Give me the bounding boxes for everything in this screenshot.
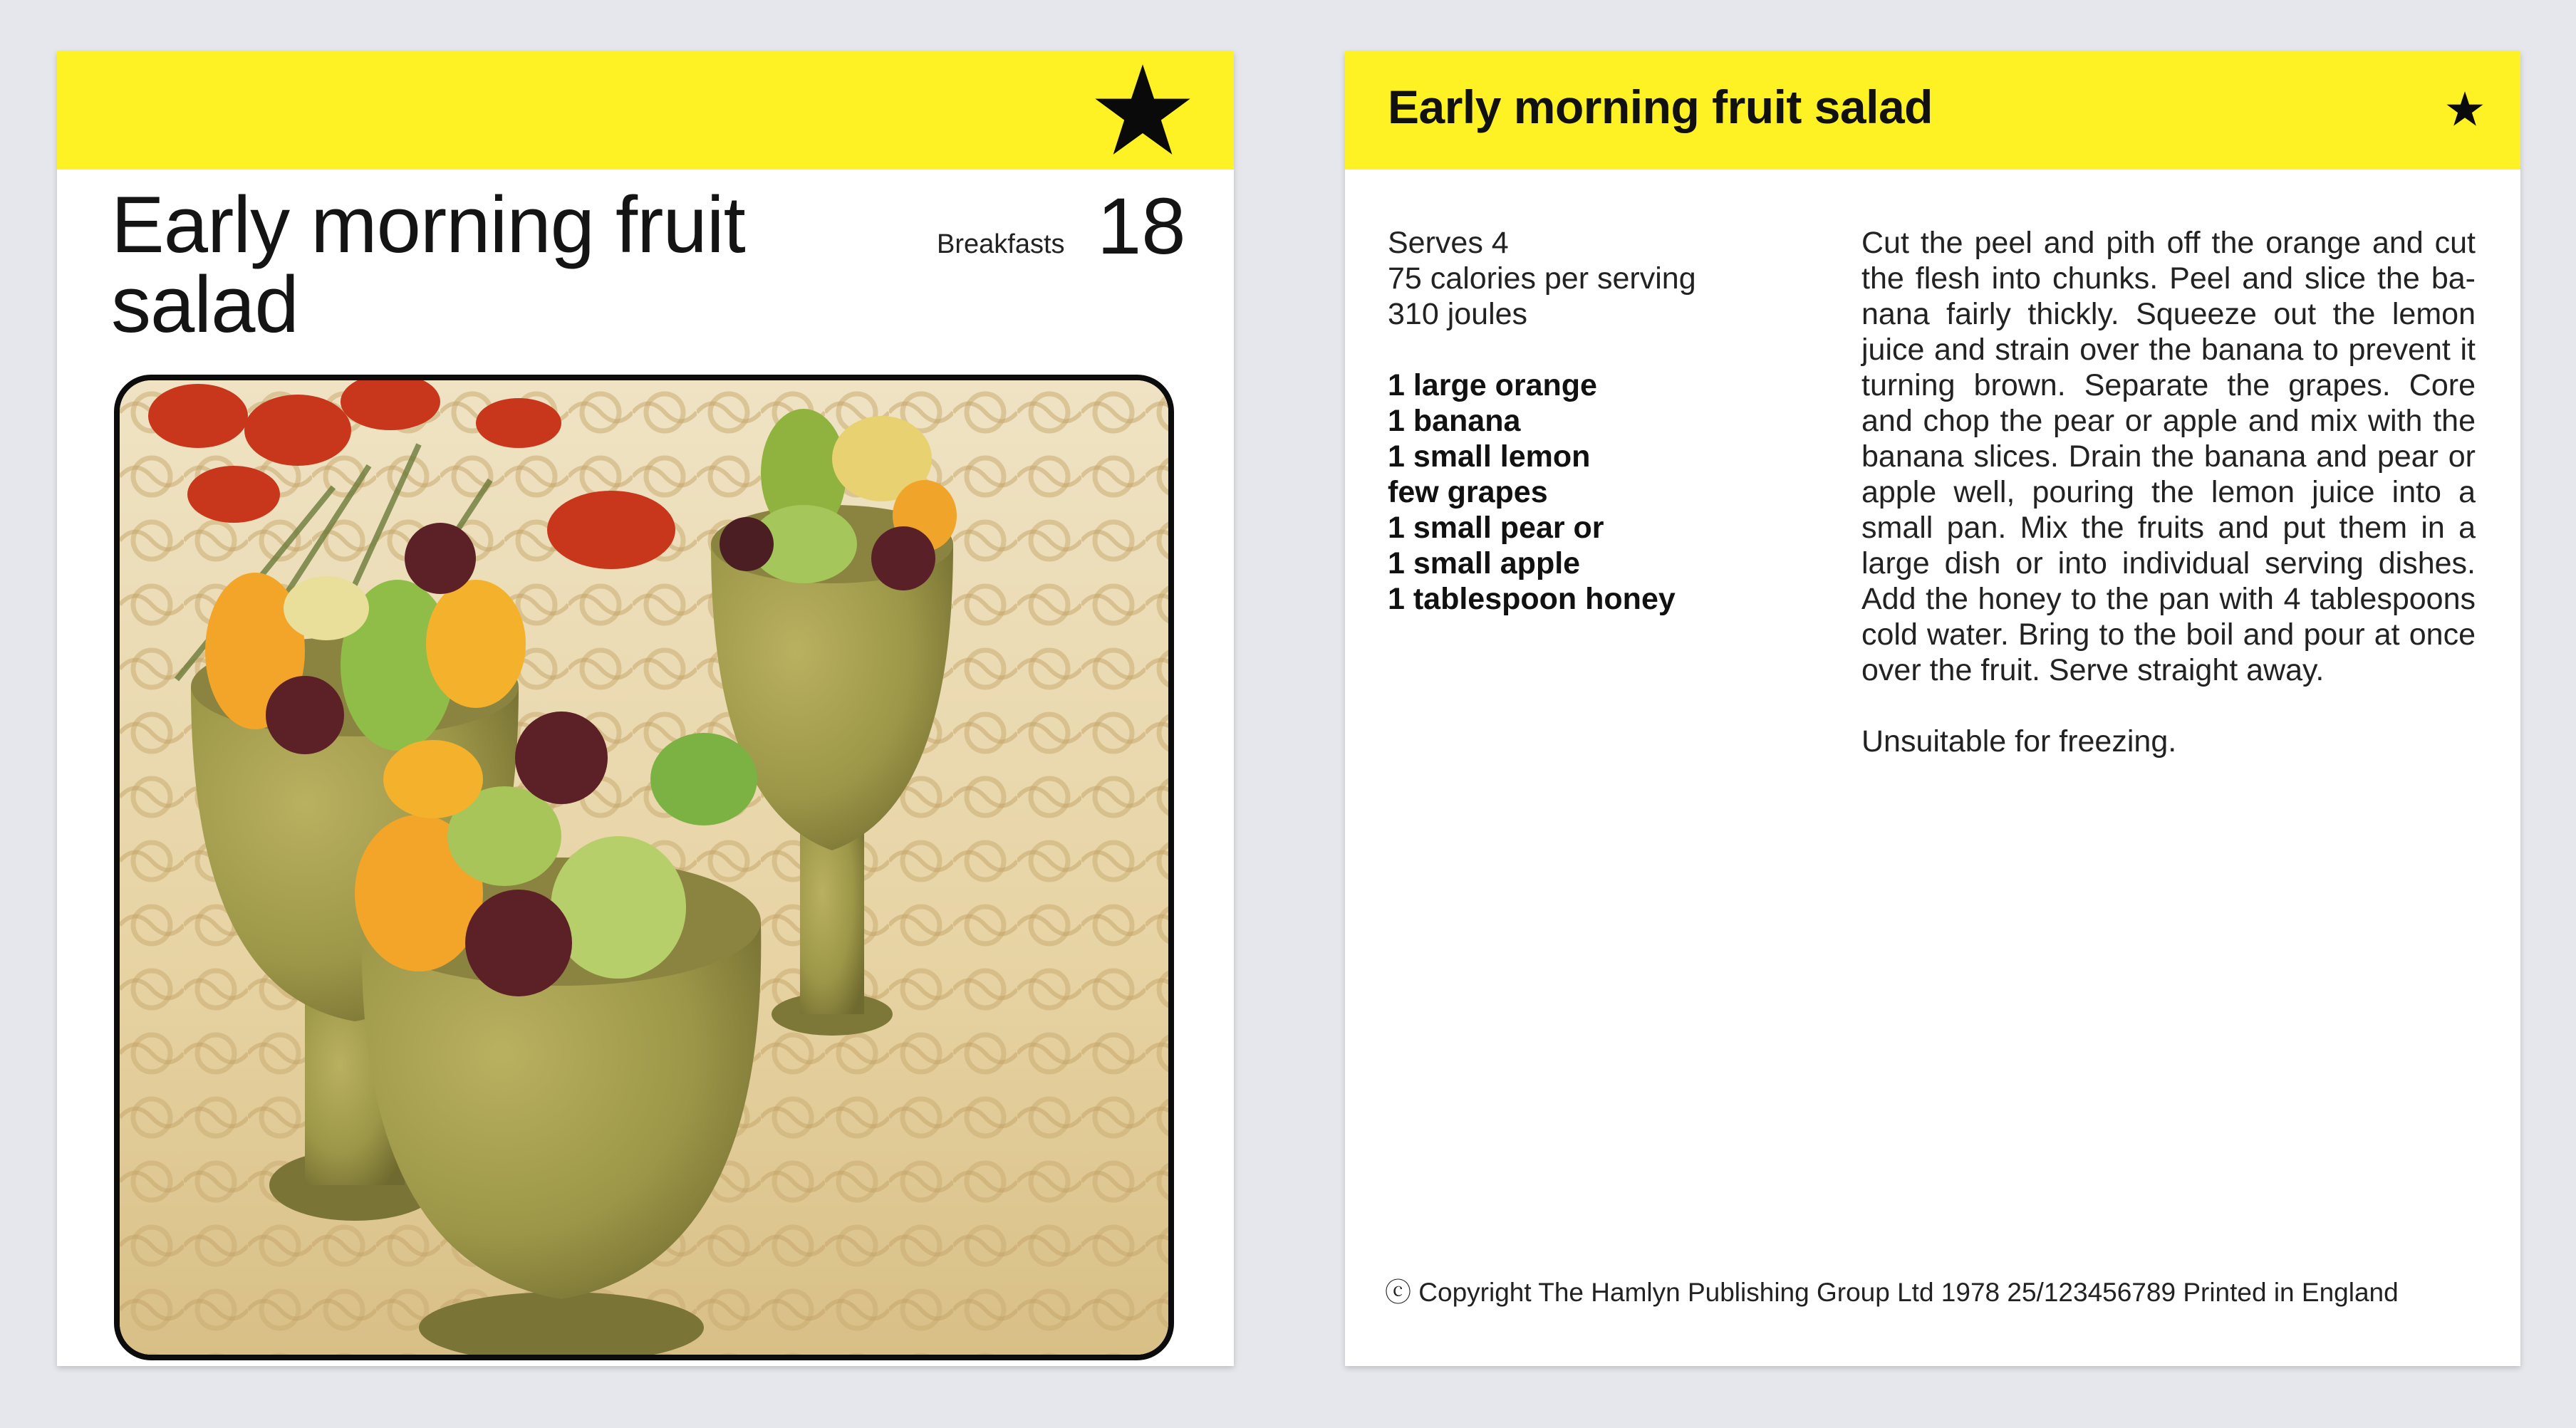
header-band — [57, 51, 1234, 170]
ingredient-item: 1 large orange — [1388, 368, 1597, 402]
recipe-title: Early morning fruit salad — [1388, 80, 1933, 133]
ingredient-item: 1 small lemon — [1388, 439, 1591, 474]
copyright-line: ⓒ Copyright The Hamlyn Publishing Group Ltd 1978 25/123456789 Printed in England — [1385, 1278, 2399, 1307]
card-number: 18 — [1097, 182, 1186, 271]
ingredient-item: 1 small apple — [1388, 546, 1581, 580]
joules-text: 310 joules — [1388, 297, 1528, 331]
star-icon — [2446, 91, 2483, 127]
method-text: Cut the peel and pith off the orange and cut the flesh into chunks. Peel and slice the ba-nana fairly thickly. Squeeze out the lemon juice and strain over the banana to prevent it turning brown. Separate the grapes. Core and chop the pear or apple and mix with the banana slices. Drain the banana and pear or apple well, pouring the lemon juice into a small pan. Mix the fruits and put them in a large dish or into individual serving dishes. Add the honey to the pan with 4 tablespoons cold water. Bring to the boil and pour at once over the fruit. Serve straight away. — [1861, 226, 2476, 687]
star-icon — [1094, 64, 1191, 157]
category-label: Breakfasts — [937, 229, 1065, 259]
recipe-card-back — [1345, 51, 2520, 1366]
recipe-title: Early morning fruit salad — [111, 180, 745, 349]
ingredient-item: 1 tablespoon honey — [1388, 582, 1676, 616]
recipe-card-front — [57, 51, 1234, 1366]
ingredient-item: 1 small pear or — [1388, 511, 1604, 545]
serves-text: Serves 4 — [1388, 226, 1509, 260]
ingredient-item: 1 banana — [1388, 404, 1521, 438]
fruit-salad-photo — [114, 375, 1174, 1360]
ingredient-item: few grapes — [1388, 475, 1548, 509]
serving-info — [1388, 225, 1829, 332]
calories-text: 75 calories per serving — [1388, 261, 1696, 296]
ingredients-list — [1388, 368, 1829, 617]
freezing-note: Unsuitable for freezing. — [1861, 724, 2177, 759]
